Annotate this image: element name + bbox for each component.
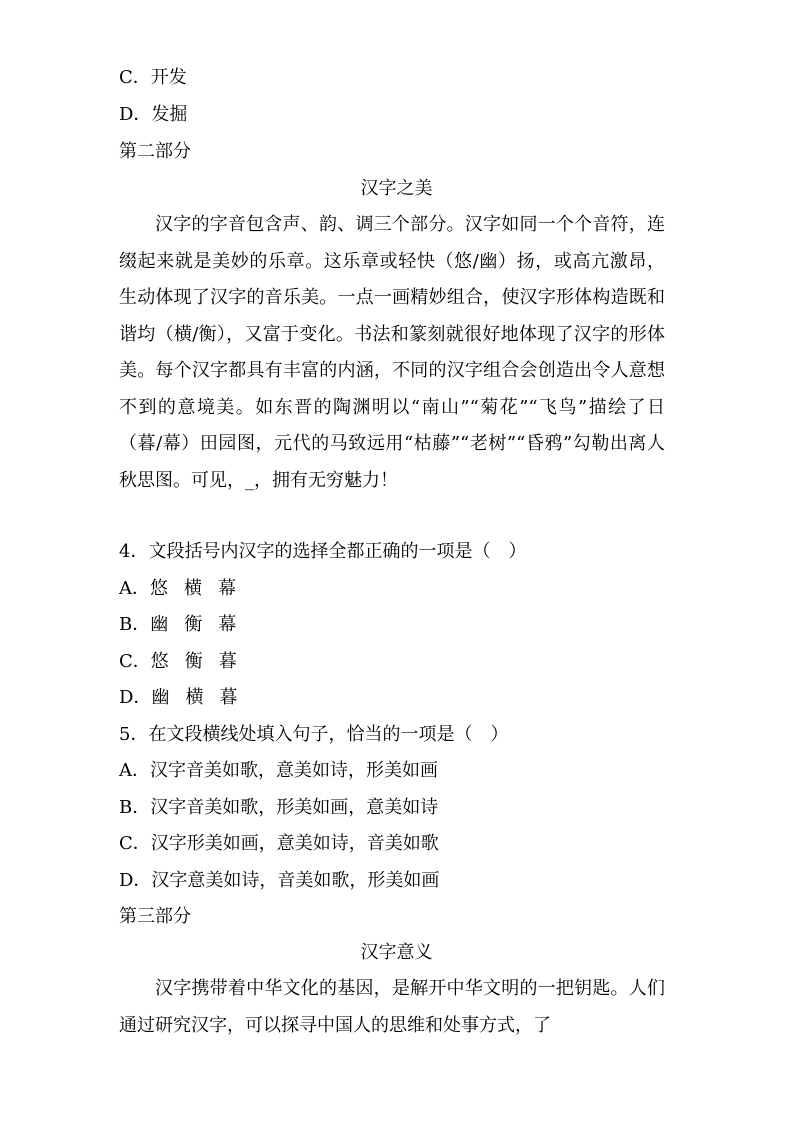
q4-option-a: A．悠 横 幕	[119, 578, 236, 599]
q5-stem: 5．在文段横线处填入句子，恰当的一项是（ ）	[119, 724, 509, 745]
q5-option-b: B．汉字音美如歌，形美如画，意美如诗	[119, 797, 439, 818]
q4-option-b: B．幽 衡 幕	[119, 614, 237, 635]
q5-option-a: A．汉字音美如歌，意美如诗，形美如画	[119, 760, 438, 781]
q5-option-d: D．汉字意美如诗，音美如歌，形美如画	[119, 870, 440, 891]
part2-title: 汉字之美	[360, 178, 433, 199]
part3-heading: 第三部分	[119, 906, 191, 927]
q4-stem: 4．文段括号内汉字的选择全都正确的一项是（ ）	[119, 541, 527, 562]
option-d-prev: D．发掘	[119, 104, 188, 125]
option-c-prev: C．开发	[119, 67, 187, 88]
q5-option-c: C．汉字形美如画，意美如诗，音美如歌	[119, 833, 439, 854]
part2-paragraph: 汉字的字音包含声、韵、调三个部分。汉字如同一个个音符，连缀起来就是美妙的乐章。这乐章或轻快（悠/幽）扬，或高亢激昂，生动体现了汉字的音乐美。一点一画精妙组合，使汉字形体构造既和谐均（横/衡），又富于变化。书法和篆刻就很好地体现了汉字的形体美。每个汉字都具有丰富的内涵，不同的汉字组合会创造出令人意想不到的意境美。如东晋的陶渊明以“南山”“菊花”“飞鸟”描绘了日（暮/幕）田园图，元代的马致远用“枯藤”“老树”“昏鸦”勾勒出离人秋思图。可见，_，拥有无穷魅力！	[119, 214, 665, 491]
q4-option-d: D．幽 横 暮	[119, 687, 238, 708]
part3-paragraph: 汉字携带着中华文化的基因，是解开中华文明的一把钥匙。人们通过研究汉字，可以探寻中国人的思维和处事方式，了	[119, 978, 665, 1036]
q4-option-c: C．悠 衡 暮	[119, 651, 237, 672]
part2-heading: 第二部分	[119, 141, 191, 162]
part3-title: 汉字意义	[360, 942, 433, 963]
